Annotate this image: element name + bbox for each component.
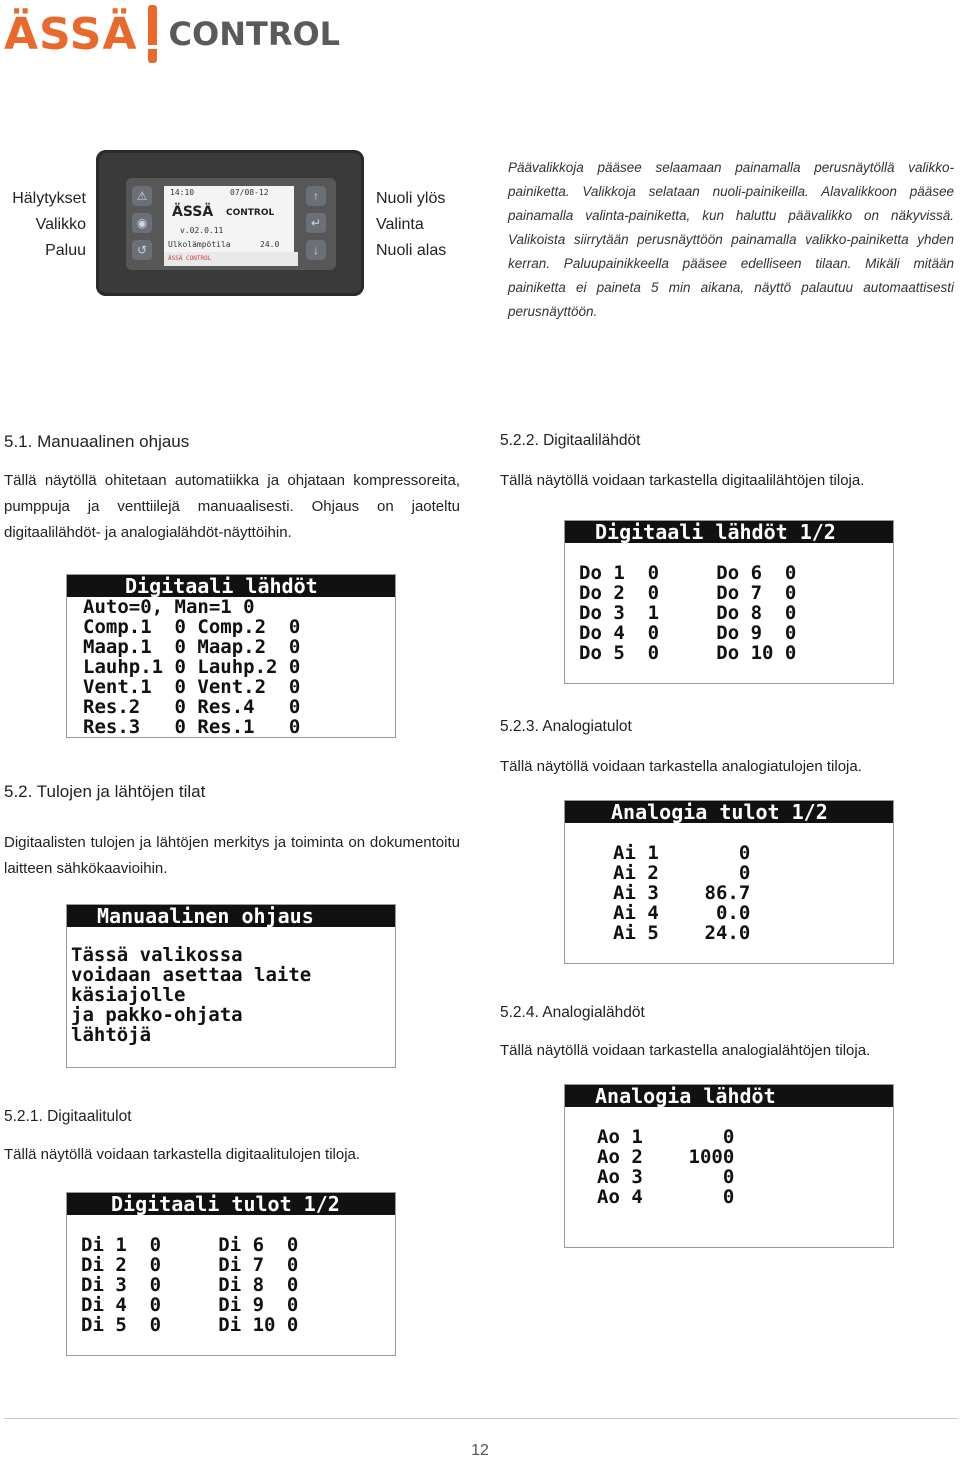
lcd-digital-inputs xyxy=(66,1192,396,1356)
lcd-line: Ao 2 1000 xyxy=(597,1146,735,1168)
lcd-line: Do 5 0 Do 10 0 xyxy=(579,642,797,664)
lcd-title: Analogia lähdöt xyxy=(565,1085,893,1107)
text-5-2-2: Tällä näytöllä voidaan tarkastella digitaalilähtöjen tiloja. xyxy=(500,472,865,489)
lcd-line: Ai 3 86.7 xyxy=(613,882,751,904)
heading-5-2-1: 5.2.1. Digitaalitulot xyxy=(4,1108,132,1125)
logo-product-text: CONTROL xyxy=(168,15,341,53)
lcd-line: Ai 2 0 xyxy=(613,862,751,884)
lcd-line: Do 2 0 Do 7 0 xyxy=(579,582,797,604)
lcd-title: Digitaali lähdöt xyxy=(67,575,395,597)
lcd-line: Ai 4 0.0 xyxy=(613,902,751,924)
brand-logo xyxy=(4,4,340,64)
lcd-line: Ai 1 0 xyxy=(613,842,751,864)
heading-5-2-2: 5.2.2. Digitaalilähdöt xyxy=(500,432,641,449)
back-button-icon: ↺ xyxy=(132,240,152,260)
lcd-analog-outputs xyxy=(564,1084,894,1248)
lcd-line: Res.2 0 Res.4 0 xyxy=(83,696,301,718)
alarm-button-icon: ⚠ xyxy=(132,186,152,206)
logo-brand-text: ÄSSÄ xyxy=(4,8,138,60)
lcd-line: lähtöjä xyxy=(71,1024,152,1046)
text-5-2-4: Tällä näytöllä voidaan tarkastella analogialähtöjen tiloja. xyxy=(500,1042,871,1059)
enter-icon: ↵ xyxy=(306,213,326,233)
screen-outdoor-value: 24.0 xyxy=(260,240,280,249)
lcd-digital-outputs-manual xyxy=(66,574,396,738)
heading-5-2-3: 5.2.3. Analogiatulot xyxy=(500,718,632,735)
heading-5-2-4: 5.2.4. Analogialähdöt xyxy=(500,1004,645,1021)
intro-paragraph: Päävalikkoja pääsee selaamaan painamalla perusnäytöllä valikko-painiketta. Valikkoja selataan nuoli-painikeilla. Alavalikkoon pääsee painamalla valinta-painiketta, kun haluttu päävalikko on näkyvissä. Valikoista siirrytään perusnäyttöön painamalla valikko-painiketta yhden kerran. Paluupainikkeella pääsee edelliseen tilaan. Mikäli mitään painiketta ei paineta 5 min aikana, näyttö palautuu automaattisesti perusnäyttöön. xyxy=(508,160,954,319)
lcd-line: Di 4 0 Di 9 0 xyxy=(81,1294,299,1316)
screen-date: 07/08-12 xyxy=(230,188,269,197)
arrow-up-icon: ↑ xyxy=(306,186,326,206)
lcd-line: Ao 3 0 xyxy=(597,1166,735,1188)
lcd-line: Comp.1 0 Comp.2 0 xyxy=(83,616,301,638)
label-alarms: Hälytykset xyxy=(12,190,86,207)
arrow-down-icon: ↓ xyxy=(306,240,326,260)
lcd-line: Do 1 0 Do 6 0 xyxy=(579,562,797,584)
lcd-digital-outputs xyxy=(564,520,894,684)
lcd-analog-inputs xyxy=(564,800,894,964)
lcd-line: Di 2 0 Di 7 0 xyxy=(81,1254,299,1276)
text-5-2: Digitaalisten tulojen ja lähtöjen merkitys ja toiminta on dokumentoitu laitteen sähkökaavioihin. xyxy=(4,834,460,877)
device-right-labels xyxy=(376,186,486,264)
device-panel xyxy=(126,178,336,270)
lcd-title: Manuaalinen ohjaus xyxy=(67,905,395,927)
lcd-line: ja pakko-ohjata xyxy=(71,1004,243,1026)
label-arrow-down: Nuoli alas xyxy=(376,242,447,259)
screen-product: CONTROL xyxy=(226,208,275,218)
controller-device-image xyxy=(96,150,364,296)
lcd-title: Digitaali tulot 1/2 xyxy=(67,1193,395,1215)
text-5-2-3: Tällä näytöllä voidaan tarkastella analogiatulojen tiloja. xyxy=(500,758,862,775)
screen-outdoor-label: Ulkolämpötila xyxy=(168,240,231,249)
text-5-1: Tällä näytöllä ohitetaan automatiikka ja ohjataan kompressoreita, pumppuja ja venttiilejä manuaalisesti. Ohjaus on jaoteltu digitaalilähdöt- ja analogialähdöt-näyttöihin. xyxy=(4,472,460,541)
text-5-2-1: Tällä näytöllä voidaan tarkastella digitaalitulojen tiloja. xyxy=(4,1146,361,1163)
footer-divider xyxy=(4,1418,958,1419)
lcd-line: Vent.1 0 Vent.2 0 xyxy=(83,676,301,698)
device-left-labels xyxy=(4,186,86,264)
page-number: 12 xyxy=(471,1442,489,1459)
lcd-line: Di 3 0 Di 8 0 xyxy=(81,1274,299,1296)
lcd-line: Ao 4 0 xyxy=(597,1186,735,1208)
lcd-line: Ao 1 0 xyxy=(597,1126,735,1148)
device-screen xyxy=(164,186,294,266)
label-select: Valinta xyxy=(376,216,424,233)
lcd-title: Digitaali lähdöt 1/2 xyxy=(565,521,893,543)
screen-logo: ÄSSÄ xyxy=(172,204,214,220)
lcd-line: voidaan asettaa laite xyxy=(71,964,312,986)
lcd-line: Tässä valikossa xyxy=(71,944,243,966)
menu-button-icon: ◉ xyxy=(132,213,152,233)
lcd-manual-control xyxy=(66,904,396,1068)
lcd-line: Di 1 0 Di 6 0 xyxy=(81,1234,299,1256)
lcd-line: Maap.1 0 Maap.2 0 xyxy=(83,636,301,658)
lcd-line: Di 5 0 Di 10 0 xyxy=(81,1314,299,1336)
screen-version: v.02.0.11 xyxy=(180,226,224,235)
label-arrow-up: Nuoli ylös xyxy=(376,190,446,207)
screen-brand-strip: ÄSSÄ CONTROL xyxy=(164,252,298,266)
heading-5-1: 5.1. Manuaalinen ohjaus xyxy=(4,432,190,451)
lcd-line: Ai 5 24.0 xyxy=(613,922,751,944)
lcd-line: Res.3 0 Res.1 0 xyxy=(83,716,301,738)
label-back: Paluu xyxy=(45,242,86,259)
heading-5-2: 5.2. Tulojen ja lähtöjen tilat xyxy=(4,782,206,801)
label-menu: Valikko xyxy=(35,216,86,233)
lcd-line: Do 3 1 Do 8 0 xyxy=(579,602,797,624)
lcd-line: Lauhp.1 0 Lauhp.2 0 xyxy=(83,656,301,678)
lcd-line: käsiajolle xyxy=(71,984,186,1006)
lcd-line: Auto=0, Man=1 0 xyxy=(83,596,255,618)
lcd-line: Do 4 0 Do 9 0 xyxy=(579,622,797,644)
lcd-title: Analogia tulot 1/2 xyxy=(565,801,893,823)
logo-divider xyxy=(148,5,157,63)
screen-time: 14:10 xyxy=(170,188,195,197)
